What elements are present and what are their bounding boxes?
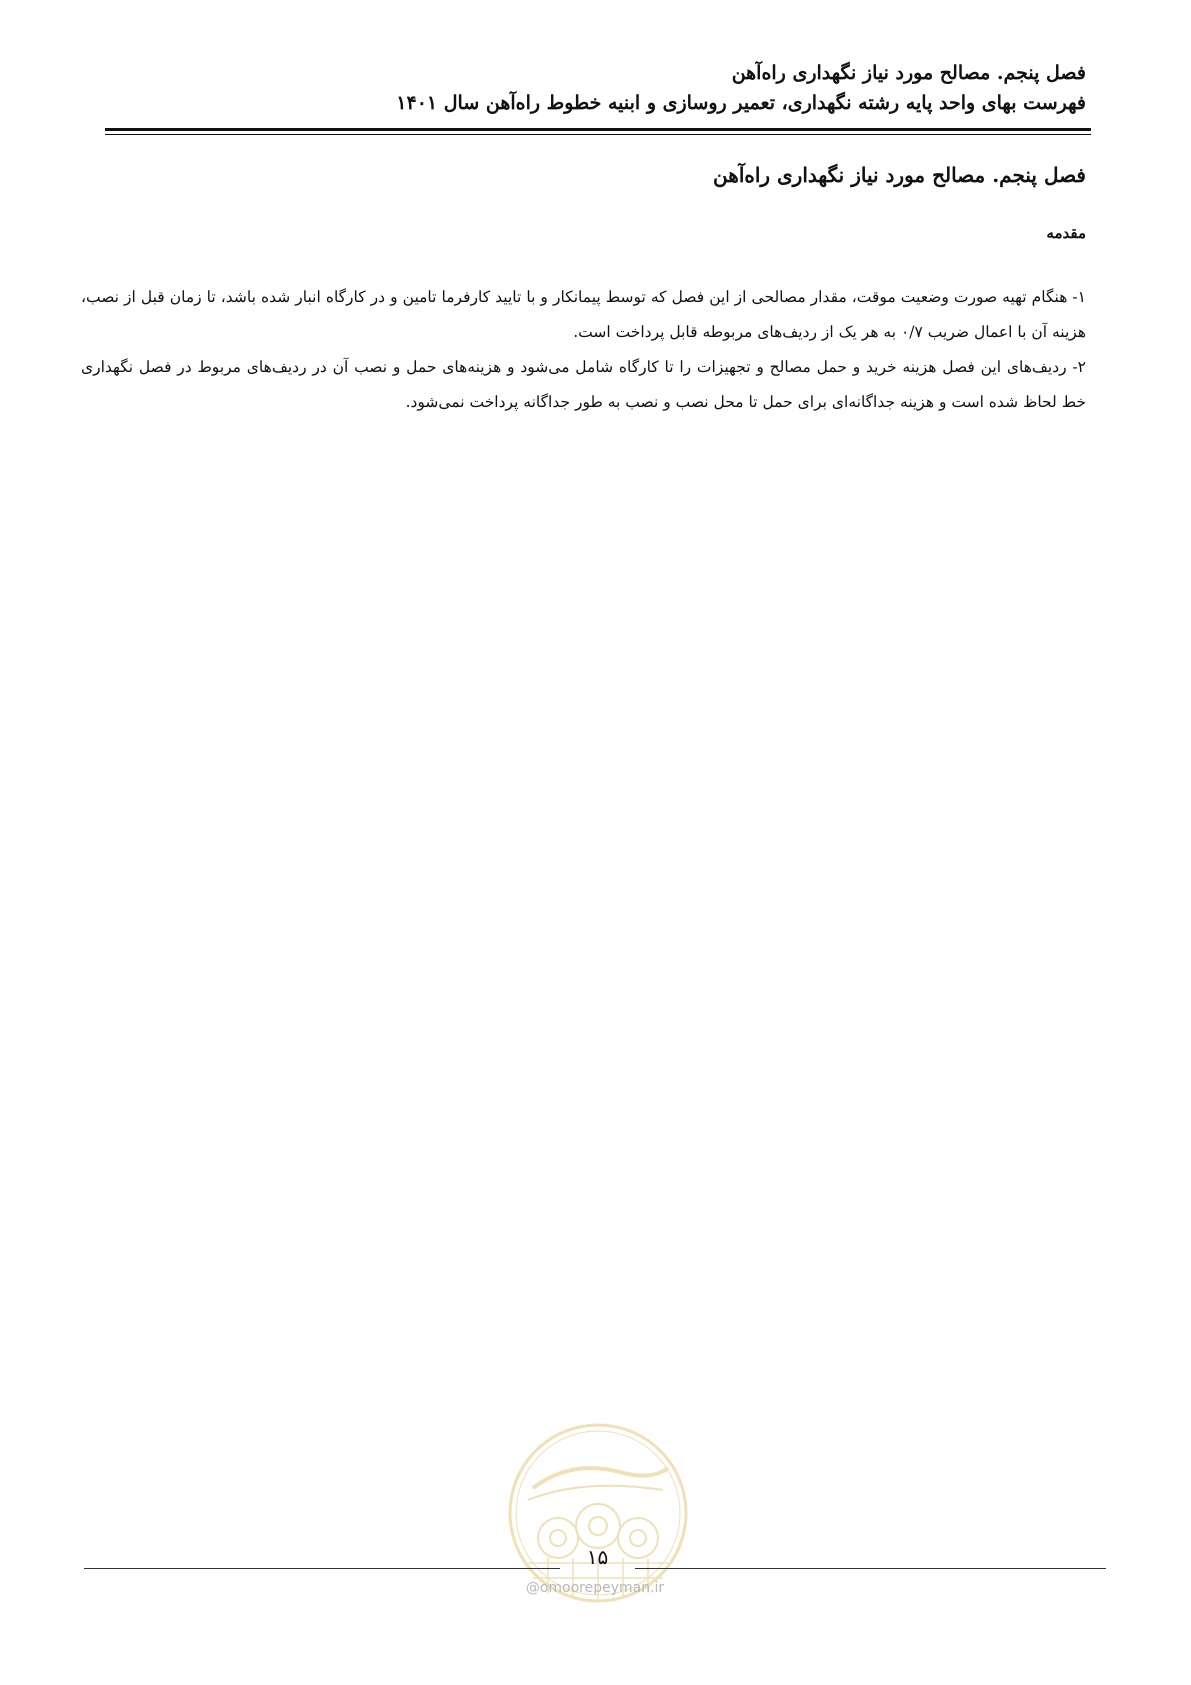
intro-heading: مقدمه	[1046, 224, 1086, 242]
header-document-title: فهرست بهای واحد پایه رشته نگهداری، تعمیر روسازی و ابنیه خطوط راه‌آهن سال ۱۴۰۱	[396, 92, 1086, 114]
paragraph-2: ۲- ردیف‌های این فصل هزینه خرید و حمل مصالح و تجهیزات را تا کارگاه شامل می‌شود و هزینه‌های حمل و نصب آن در ردیف‌های مربوط در فصل نگهداری خط لحاظ شده است و هزینه جداگانه‌ای برای حمل تا محل نصب و نصب به طور جداگانه پرداخت نمی‌شود.	[81, 358, 1086, 411]
paragraph-1: ۱- هنگام تهیه صورت وضعیت موقت، مقدار مصالحی از این فصل که توسط پیمانکار و با تایید کارفرما تامین و در کارگاه انبار شده باشد، تا زمان قبل از نصب، هزینه آن با اعمال ضریب ۰/۷ به هر یک از ردیف‌های مربوطه قابل پرداخت است.	[81, 288, 1086, 341]
site-url: @omoorepeyman.ir	[525, 1580, 665, 1596]
header-rule-thin	[105, 134, 1091, 135]
footer-rule-right	[635, 1568, 1106, 1569]
footer-rule-left	[84, 1568, 560, 1569]
header-chapter-line: فصل پنجم. مصالح مورد نیاز نگهداری راه‌آهن	[731, 62, 1086, 84]
page-number: ۱۵	[586, 1545, 609, 1569]
header-rule-thick	[105, 128, 1091, 131]
body-text	[81, 280, 1086, 420]
running-header	[96, 58, 1086, 118]
chapter-title: فصل پنجم. مصالح مورد نیاز نگهداری راه‌آهن	[713, 163, 1086, 187]
